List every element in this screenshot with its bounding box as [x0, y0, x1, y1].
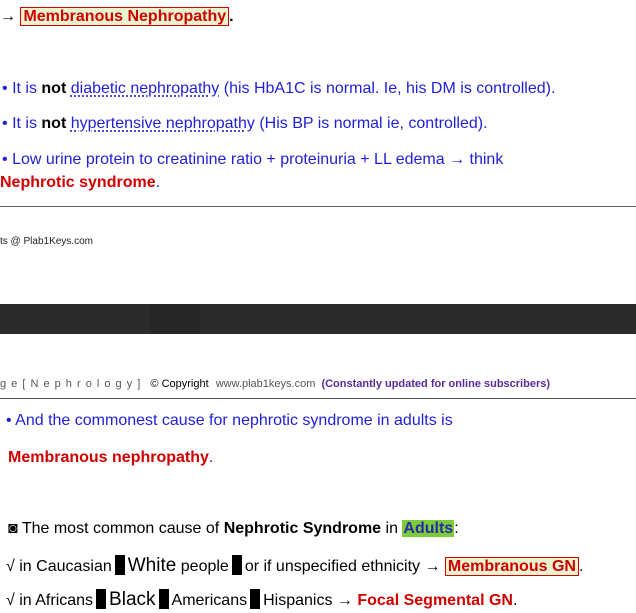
membranous-nephropathy-line — [8, 449, 213, 467]
updated-note: (Constantly updated for online subscribers) — [321, 378, 551, 390]
white-label: White — [127, 555, 177, 576]
black-bar-divider — [159, 589, 169, 609]
caucasian-text: in Caucasian — [19, 558, 112, 575]
site-link[interactable]: www.plab1keys.com — [215, 378, 316, 390]
row1-period: . — [578, 558, 584, 575]
people-label: people — [180, 558, 229, 575]
bullet-nephrotic-ratio — [2, 151, 503, 169]
heading-colon: : — [454, 520, 459, 537]
bullet-icon: • — [2, 115, 8, 132]
bullet-text-pre: It is — [12, 80, 37, 97]
nephrotic-syndrome-line — [0, 174, 160, 192]
focal-segmental-gn: Focal Segmental GN — [357, 592, 513, 609]
membranous-nephropathy-red: Membranous nephropathy — [8, 449, 209, 466]
square-bullet-icon: ◙ — [8, 520, 18, 537]
bullet-not: not — [41, 115, 67, 132]
dark-band — [0, 304, 636, 334]
footer-credit: ts @ Plab1Keys.com — [0, 236, 93, 247]
black-bar-divider — [232, 555, 242, 575]
membranous-heading-line — [0, 8, 234, 26]
heading-in: in — [385, 520, 398, 537]
bullet-text-post: (his HbA1C is normal. Ie, his DM is controlled). — [223, 80, 556, 97]
bullet-icon: • — [2, 80, 8, 97]
adults-highlight: Adults — [403, 520, 454, 537]
bullet-not-hypertensive — [2, 115, 488, 133]
check-icon: √ — [6, 558, 15, 575]
commonest-cause-line: • And the commonest cause for nephrotic syndrome in adults is — [6, 412, 453, 429]
most-common-heading — [8, 520, 459, 538]
header-divider — [0, 398, 636, 399]
bullet-text-pre: It is — [12, 115, 37, 132]
africans-text: in Africans — [19, 592, 94, 609]
africans-row — [6, 589, 517, 611]
heading-pre: The most common cause of — [21, 520, 220, 537]
bullet-icon: • — [2, 151, 8, 168]
diabetic-nephropathy-link[interactable]: diabetic nephropathy — [70, 80, 220, 97]
copyright-text: © Copyright — [150, 378, 209, 390]
membranous-period: . — [208, 449, 214, 466]
nephrotic-syndrome-label: Nephrotic syndrome — [0, 174, 156, 191]
top-divider — [0, 206, 636, 207]
black-bar-divider — [96, 589, 106, 609]
check-icon: √ — [6, 592, 15, 609]
membranous-nephropathy-label: Membranous Nephropathy — [20, 7, 229, 26]
row2-period: . — [512, 592, 518, 609]
caucasian-row — [6, 555, 583, 577]
hypertensive-nephropathy-link[interactable]: hypertensive nephropathy — [70, 115, 255, 132]
heading-period: . — [229, 8, 234, 25]
nephrotic-period: . — [155, 174, 161, 191]
black-label: Black — [109, 589, 156, 610]
unspecified-text: or if unspecified ethnicity → — [244, 558, 441, 575]
hispanics-label: Hispanics → — [263, 592, 353, 609]
arrow-icon: → — [0, 8, 16, 25]
band-gap — [150, 304, 200, 334]
bullet-not: not — [41, 80, 67, 97]
americans-label: Americans — [171, 592, 248, 609]
black-bar-divider — [250, 589, 260, 609]
bullet-text-post: (His BP is normal ie, controlled). — [259, 115, 488, 132]
nephrotic-syndrome-bold: Nephrotic Syndrome — [223, 520, 382, 537]
membranous-gn-box: Membranous GN — [445, 557, 579, 576]
bullet-text: Low urine protein to creatinine ratio + proteinuria + LL edema → think — [12, 151, 504, 168]
page-header — [0, 378, 550, 390]
page-label: g e [ N e p h r o l o g y ] — [0, 378, 142, 390]
bullet-not-diabetic — [2, 80, 555, 98]
black-bar-divider — [115, 555, 125, 575]
